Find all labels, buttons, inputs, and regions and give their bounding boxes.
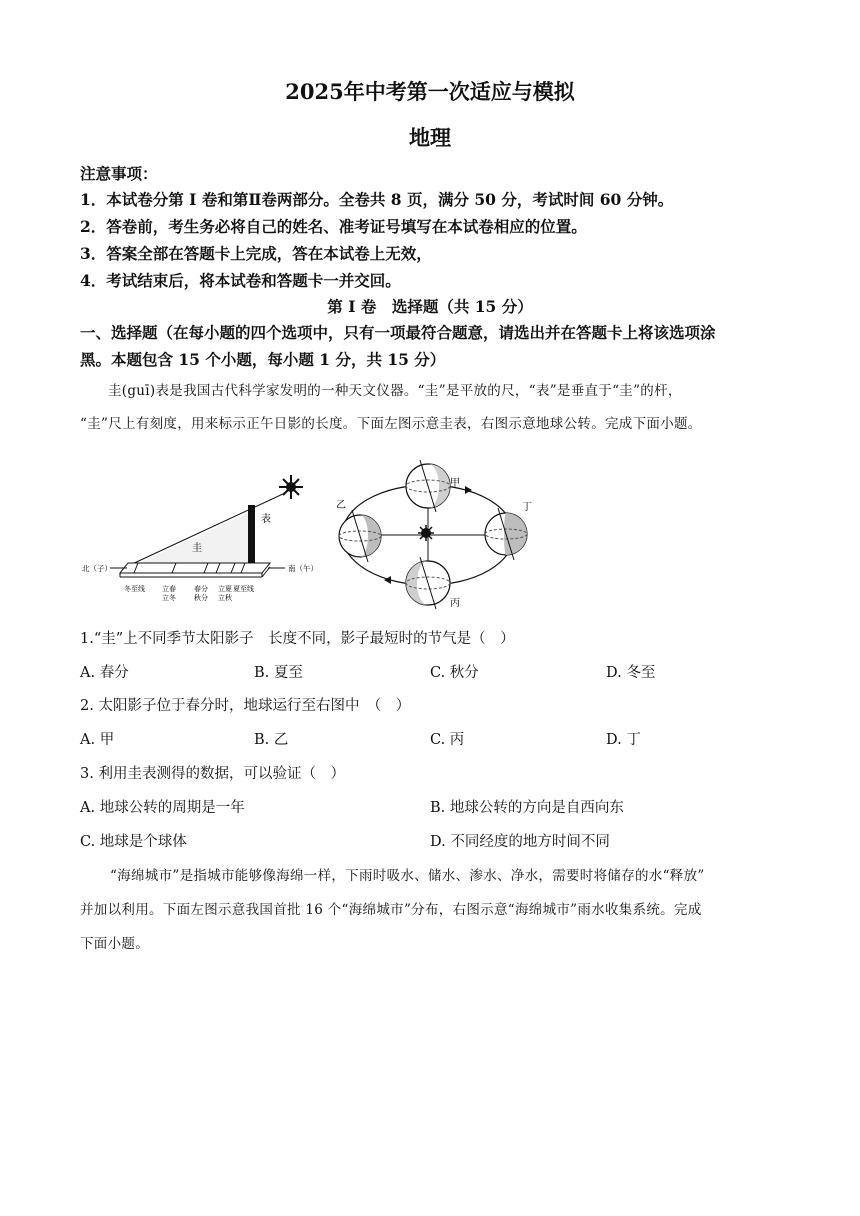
mark-lidong: 立冬	[162, 594, 176, 602]
q2-option-c[interactable]: C. 丙	[430, 732, 465, 748]
earth-jia	[406, 460, 450, 512]
mark-winter: 冬至线	[124, 585, 145, 593]
notice-heading: 注意事项：	[80, 164, 158, 183]
q3-option-d[interactable]: D. 不同经度的地方时间不同	[430, 834, 610, 850]
gnomon-pole	[248, 505, 255, 565]
q1-option-b[interactable]: B. 夏至	[254, 665, 303, 681]
question-3-stem: 3. 利用圭表测得的数据，可以验证（ ）	[80, 766, 345, 782]
earth-bing	[406, 557, 450, 609]
mark-lixia: 立夏	[218, 585, 232, 593]
passage2-line3: 下面小题。	[80, 936, 149, 952]
ruler-label: 圭	[192, 543, 202, 554]
label-ding: 丁	[522, 502, 532, 513]
notice-item-3: 3．答案全部在答题卡上完成，答在本试卷上无效，	[80, 244, 432, 263]
mark-lichun: 立春	[162, 585, 176, 593]
sun-icon	[418, 525, 434, 541]
exam-title: 2025年中考第一次适应与模拟	[285, 79, 575, 104]
label-bing: 丙	[450, 598, 460, 609]
notice-item-1: 1．本试卷分第 I 卷和第Ⅱ卷两部分。全卷共 8 页，满分 50 分，考试时间 60 分钟。	[80, 190, 674, 209]
passage2-line2: 并加以利用。下面左图示意我国首批 16 个“海绵城市”分布，右图示意“海绵城市”雨水收集系统。完成	[80, 902, 702, 918]
mark-summer: 夏至线	[233, 585, 254, 593]
south-label: 南（午）	[288, 564, 318, 573]
q3-option-c[interactable]: C. 地球是个球体	[80, 834, 187, 850]
q2-option-d[interactable]: D. 丁	[606, 732, 641, 748]
notice-item-4: 4．考试结束后，将本试卷和答题卡一并交回。	[80, 271, 401, 290]
earth-yi	[339, 510, 381, 562]
revolution-figure	[322, 450, 548, 612]
q1-option-d[interactable]: D. 冬至	[606, 665, 656, 681]
passage1-line2: “圭”尺上有刻度，用来标示正午日影的长度。下面左图示意圭表，右图示意地球公转。完成下面小题。	[80, 416, 702, 432]
mark-liqiu: 立秋	[218, 594, 232, 602]
label-jia: 甲	[450, 478, 460, 489]
q1-option-c[interactable]: C. 秋分	[430, 665, 479, 681]
notice-item-2: 2．答卷前，考生务必将自己的姓名、准考证号填写在本试卷相应的位置。	[80, 217, 587, 236]
q1-option-a[interactable]: A. 春分	[80, 665, 129, 681]
question-1-stem: 1.“圭”上不同季节太阳影子 长度不同，影子最短时的节气是（ ）	[80, 631, 515, 647]
label-yi: 乙	[336, 500, 346, 511]
question-2-stem: 2. 太阳影子位于春分时，地球运行至右图中 （ ）	[80, 698, 411, 714]
section-instruction-line1: 一、选择题（在每小题的四个选项中，只有一项最符合题意，请选出并在答题卡上将该选项涂	[80, 323, 716, 342]
section-title: 第 I 卷 选择题（共 15 分）	[327, 297, 533, 316]
q2-option-b[interactable]: B. 乙	[254, 732, 289, 748]
q2-option-a[interactable]: A. 甲	[80, 732, 115, 748]
earth-ding	[485, 508, 527, 560]
gnomon-figure	[80, 465, 325, 610]
q3-option-a[interactable]: A. 地球公转的周期是一年	[80, 800, 245, 816]
subject-title: 地理	[409, 125, 451, 150]
passage1-line1: 圭(guī)表是我国古代科学家发明的一种天文仪器。“圭”是平放的尺，“表”是垂直于“圭”的杆，	[108, 383, 682, 399]
sun-icon	[279, 475, 303, 499]
passage2-line1: “海绵城市”是指城市能够像海绵一样，下雨时吸水、储水、渗水、净水，需要时将储存的水“释放”	[110, 868, 705, 884]
gnomon-ruler	[120, 563, 270, 573]
north-label: 北（子）	[82, 564, 112, 573]
mark-qiufen: 秋分	[194, 594, 208, 602]
section-instruction-line2: 黑。本题包含 15 个小题，每小题 1 分，共 15 分）	[80, 350, 446, 369]
q3-option-b[interactable]: B. 地球公转的方向是自西向东	[430, 800, 624, 816]
mark-chunfen: 春分	[194, 585, 208, 593]
pole-label: 表	[261, 514, 271, 525]
